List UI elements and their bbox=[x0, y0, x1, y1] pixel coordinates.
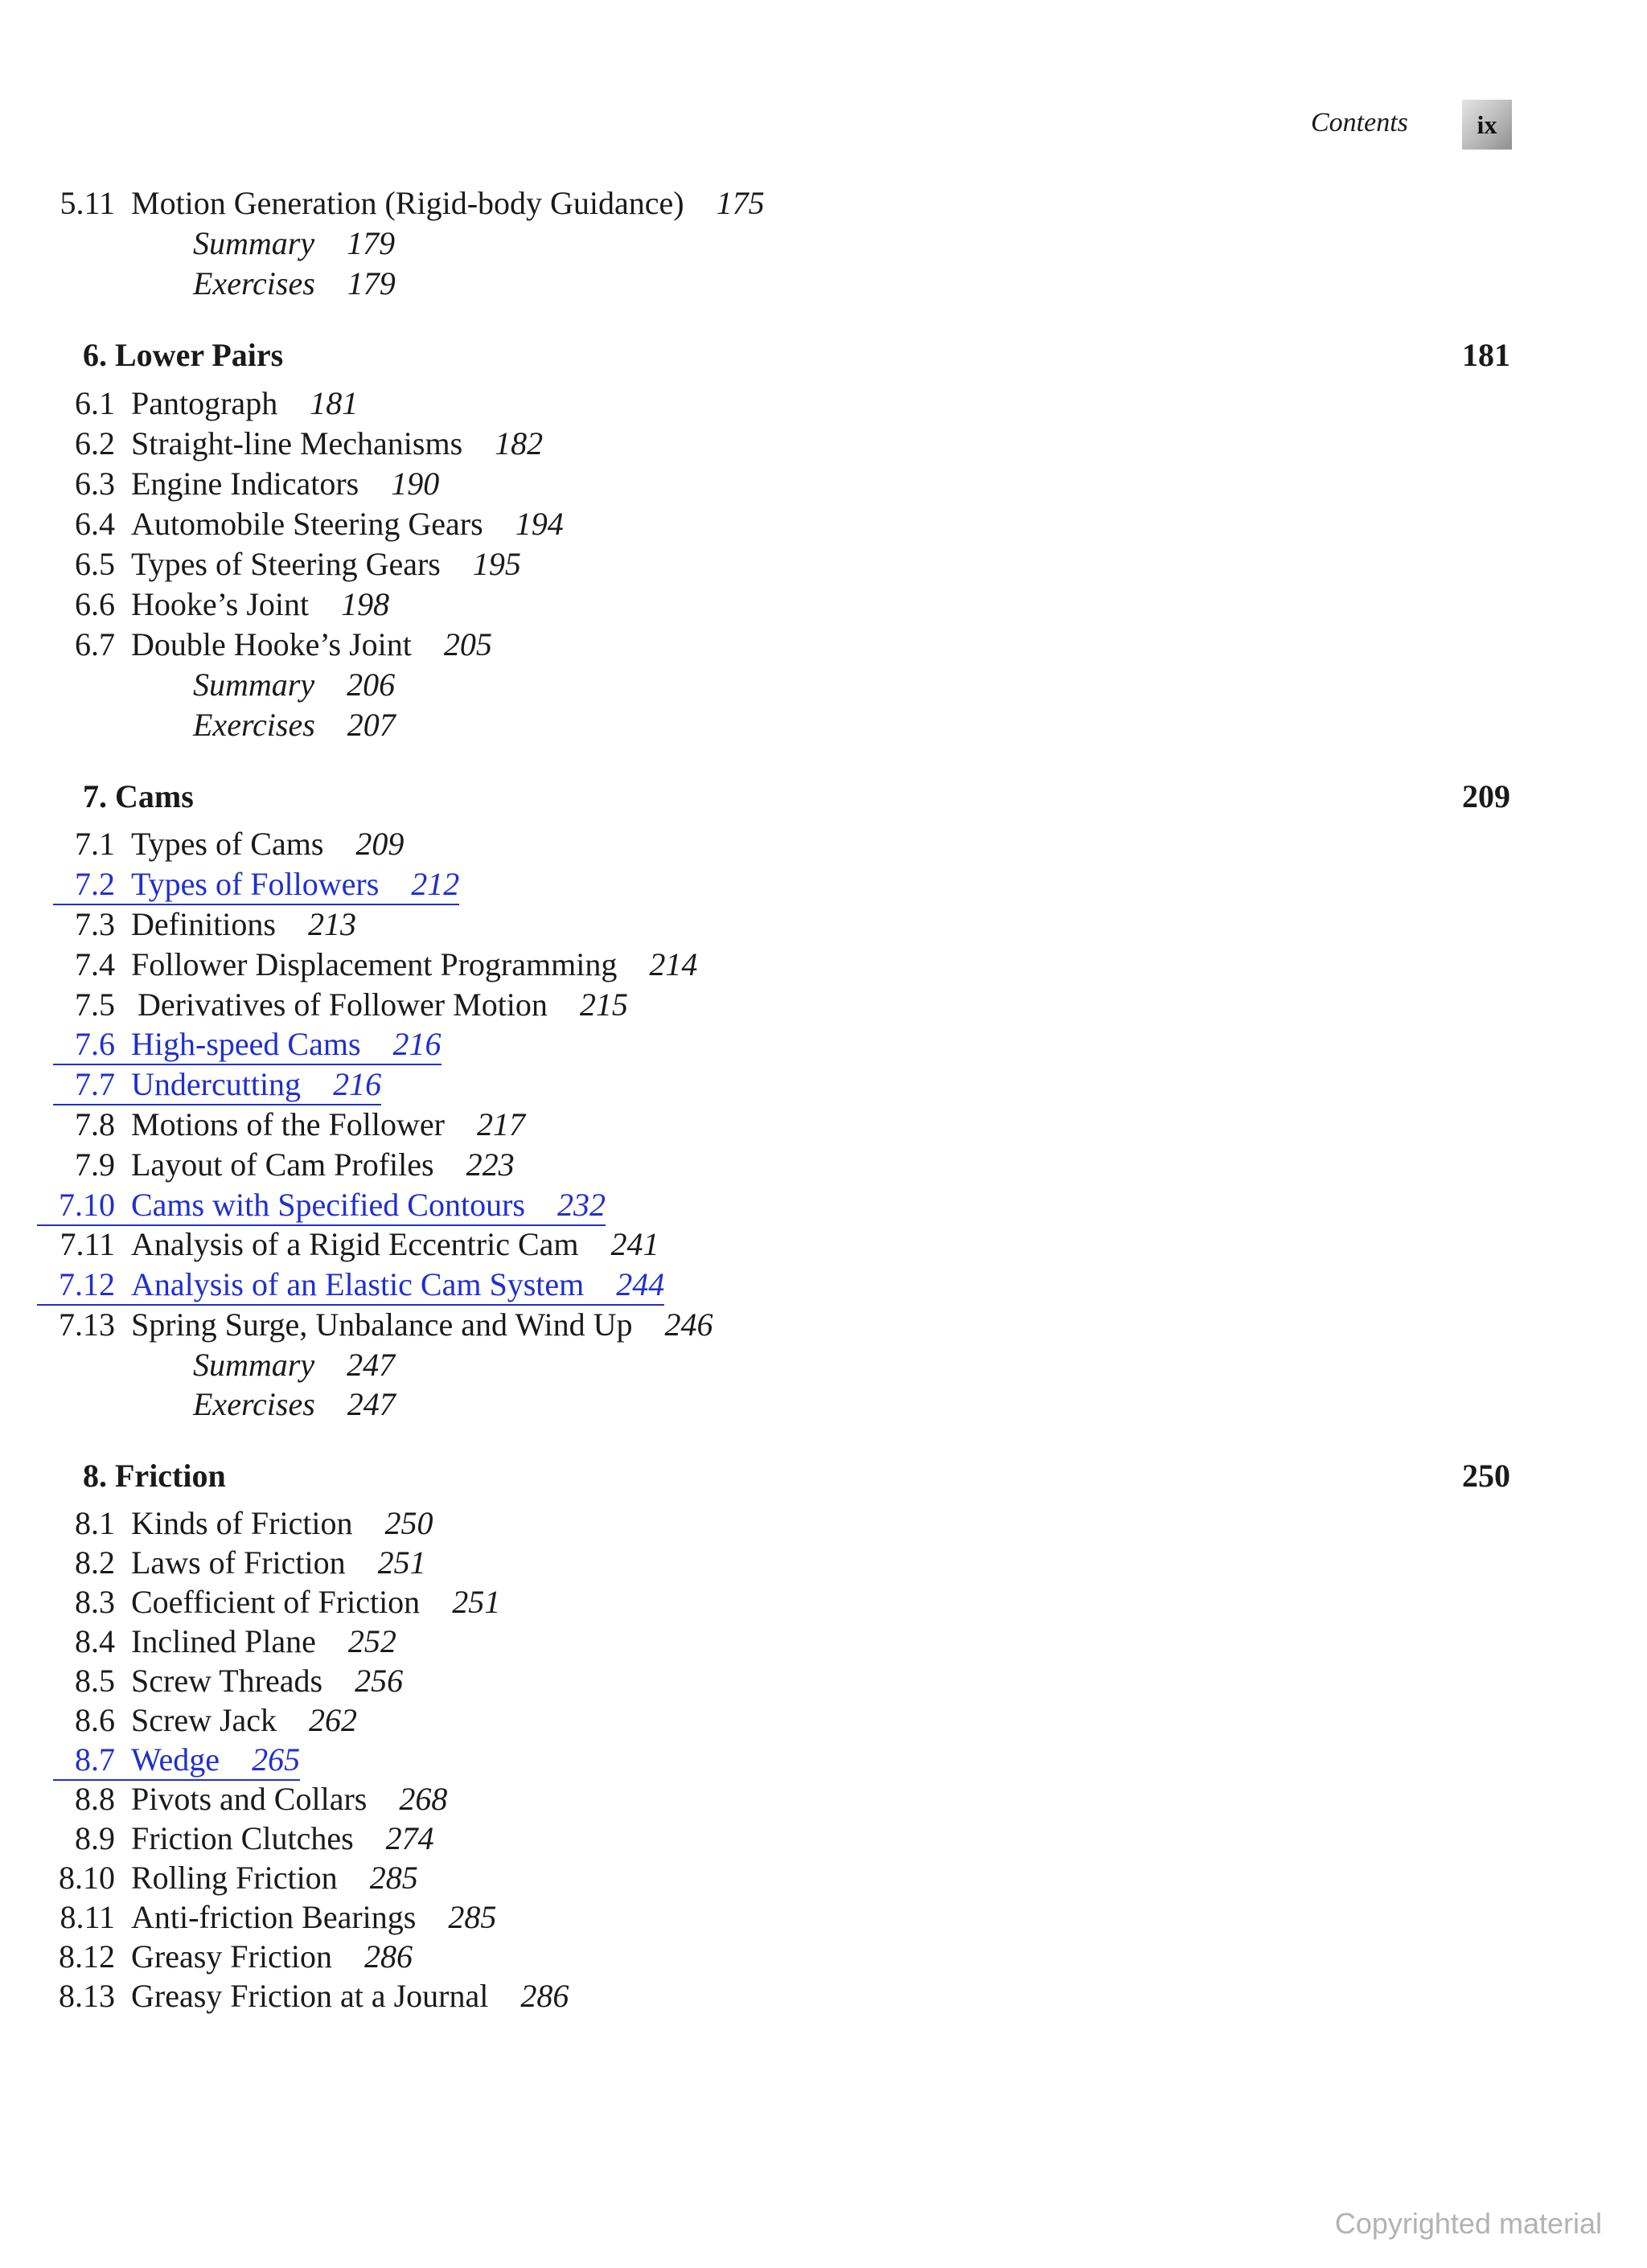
section-title: Greasy Friction bbox=[131, 1938, 332, 1975]
toc-entry bbox=[53, 585, 389, 624]
toc-entry bbox=[53, 825, 404, 863]
section-title: Friction Clutches bbox=[131, 1820, 354, 1856]
section-number: 7.8 bbox=[75, 1106, 115, 1142]
toc-summary bbox=[193, 666, 395, 704]
section-title: Summary bbox=[193, 666, 315, 703]
section-title: Wedge bbox=[131, 1741, 220, 1778]
section-page: 205 bbox=[443, 626, 492, 662]
section-title: Types of Followers bbox=[131, 866, 380, 902]
toc-entry bbox=[53, 505, 564, 543]
toc-entry bbox=[53, 1105, 525, 1144]
section-number: 7.12 bbox=[59, 1266, 115, 1302]
section-number: 8.9 bbox=[75, 1820, 115, 1856]
section-number: 8.4 bbox=[75, 1623, 115, 1659]
section-title: Layout of Cam Profiles bbox=[131, 1146, 434, 1183]
toc-entry bbox=[37, 184, 765, 223]
chapter-page: 209 bbox=[1462, 778, 1510, 814]
section-title: Inclined Plane bbox=[131, 1623, 316, 1659]
section-title: Greasy Friction at a Journal bbox=[131, 1978, 489, 2014]
section-page: 207 bbox=[347, 707, 396, 743]
section-page: 250 bbox=[384, 1505, 433, 1541]
section-page: 195 bbox=[472, 546, 521, 582]
toc-entry bbox=[53, 1662, 403, 1700]
section-number: 7.7 bbox=[75, 1066, 115, 1102]
toc-entry bbox=[53, 384, 358, 423]
toc-entry bbox=[53, 545, 521, 584]
section-title: Coefficient of Friction bbox=[131, 1584, 421, 1620]
section-title: Exercises bbox=[193, 1386, 315, 1422]
section-number: 7.10 bbox=[59, 1187, 115, 1223]
section-page: 256 bbox=[355, 1663, 404, 1699]
section-page: 285 bbox=[448, 1899, 497, 1935]
toc-entry bbox=[37, 1898, 496, 1937]
section-title: Hooke’s Joint bbox=[131, 586, 310, 622]
section-title: Motion Generation (Rigid-body Guidance) bbox=[131, 185, 684, 221]
section-page: 252 bbox=[347, 1623, 396, 1659]
toc-link-entry[interactable] bbox=[53, 1025, 442, 1064]
section-number: 8.7 bbox=[75, 1741, 115, 1778]
section-page: 268 bbox=[399, 1781, 448, 1817]
section-page: 209 bbox=[355, 826, 405, 862]
section-number: 8.8 bbox=[75, 1781, 115, 1817]
section-number: 7.6 bbox=[75, 1026, 115, 1062]
section-page: 251 bbox=[377, 1544, 426, 1581]
toc-entry bbox=[53, 1583, 500, 1622]
toc-entry bbox=[53, 1504, 433, 1543]
section-page: 241 bbox=[610, 1226, 659, 1262]
section-number: 6.5 bbox=[75, 546, 115, 582]
toc-entry bbox=[53, 465, 439, 503]
section-title: Summary bbox=[193, 1347, 315, 1383]
chapter-page: 181 bbox=[1462, 337, 1510, 373]
running-header-title: Contents bbox=[1311, 108, 1408, 137]
section-title: Undercutting bbox=[131, 1066, 302, 1102]
chapter-title: 7. Cams bbox=[83, 778, 194, 814]
toc-exercises bbox=[193, 265, 396, 303]
toc-entry bbox=[37, 1225, 659, 1264]
section-number: 6.3 bbox=[75, 465, 115, 502]
section-number: 8.12 bbox=[59, 1938, 115, 1975]
section-page: 214 bbox=[649, 946, 698, 982]
section-page: 175 bbox=[716, 185, 765, 221]
section-number: 6.7 bbox=[75, 626, 115, 662]
toc-summary bbox=[193, 224, 395, 263]
section-number: 7.4 bbox=[75, 946, 115, 982]
section-page: 274 bbox=[385, 1820, 434, 1856]
section-page: 194 bbox=[515, 506, 564, 542]
section-page: 213 bbox=[307, 906, 356, 942]
section-page: 215 bbox=[579, 986, 628, 1023]
section-number: 8.13 bbox=[59, 1978, 115, 2014]
section-title: Straight-line Mechanisms bbox=[131, 425, 463, 461]
section-page: 262 bbox=[309, 1702, 358, 1738]
section-page: 223 bbox=[466, 1146, 515, 1183]
toc-link-entry[interactable] bbox=[37, 1186, 606, 1224]
section-title: Pivots and Collars bbox=[131, 1781, 368, 1817]
section-title: Kinds of Friction bbox=[131, 1505, 353, 1541]
section-number: 6.4 bbox=[75, 506, 115, 542]
section-page: 216 bbox=[333, 1066, 382, 1102]
toc-entry bbox=[53, 1780, 447, 1819]
toc-entry bbox=[37, 1977, 569, 2016]
toc-entry bbox=[53, 1622, 396, 1661]
toc-entry bbox=[53, 424, 543, 463]
copyright-watermark: Copyrighted material bbox=[1334, 2207, 1602, 2240]
section-title: Automobile Steering Gears bbox=[131, 506, 483, 542]
section-number: 7.11 bbox=[60, 1226, 115, 1262]
section-number: 7.13 bbox=[59, 1306, 115, 1343]
section-title: Derivatives of Follower Motion bbox=[138, 986, 548, 1023]
section-title: Anti-friction Bearings bbox=[131, 1899, 417, 1935]
section-number: 6.1 bbox=[75, 385, 115, 421]
section-page: 182 bbox=[495, 425, 544, 461]
section-number: 8.11 bbox=[60, 1899, 115, 1935]
toc-entry bbox=[53, 986, 628, 1024]
section-page: 244 bbox=[616, 1266, 665, 1302]
chapter-title: 8. Friction bbox=[83, 1458, 226, 1494]
section-title: High-speed Cams bbox=[131, 1026, 361, 1062]
section-page: 179 bbox=[347, 225, 396, 261]
section-page: 286 bbox=[520, 1978, 569, 2014]
section-title: Definitions bbox=[131, 906, 276, 942]
section-page: 286 bbox=[363, 1938, 413, 1975]
section-page: 179 bbox=[347, 265, 396, 301]
section-title: Engine Indicators bbox=[131, 465, 359, 502]
section-number: 7.5 bbox=[75, 986, 115, 1023]
section-page: 285 bbox=[369, 1860, 418, 1896]
section-page: 247 bbox=[347, 1347, 396, 1383]
toc-entry bbox=[53, 945, 697, 984]
toc-link-entry[interactable] bbox=[53, 1741, 300, 1779]
toc-entry bbox=[53, 1819, 434, 1858]
section-number: 6.2 bbox=[75, 425, 115, 461]
toc-entry bbox=[53, 625, 492, 664]
toc-entry bbox=[53, 905, 356, 944]
section-title: Analysis of an Elastic Cam System bbox=[131, 1266, 585, 1302]
section-number: 8.3 bbox=[75, 1584, 115, 1620]
section-page: 217 bbox=[476, 1106, 525, 1142]
section-page: 247 bbox=[347, 1386, 396, 1422]
chapter-page: 250 bbox=[1462, 1458, 1510, 1494]
section-title: Exercises bbox=[193, 265, 315, 301]
section-number: 7.1 bbox=[75, 826, 115, 862]
toc-entry bbox=[53, 1544, 426, 1582]
toc-link-entry[interactable] bbox=[37, 1265, 664, 1304]
section-title: Screw Jack bbox=[131, 1702, 277, 1738]
section-number: 6.6 bbox=[75, 586, 115, 622]
section-title: Pantograph bbox=[131, 385, 278, 421]
section-number: 5.11 bbox=[60, 185, 115, 221]
section-title: Analysis of a Rigid Eccentric Cam bbox=[131, 1226, 579, 1262]
toc-entry bbox=[37, 1859, 418, 1897]
toc-summary bbox=[193, 1346, 395, 1384]
section-title: Summary bbox=[193, 225, 315, 261]
section-title: Types of Cams bbox=[131, 826, 324, 862]
toc-exercises bbox=[193, 706, 396, 744]
section-number: 8.6 bbox=[75, 1702, 115, 1738]
section-title: Types of Steering Gears bbox=[131, 546, 441, 582]
section-page: 190 bbox=[391, 465, 440, 502]
section-title: Spring Surge, Unbalance and Wind Up bbox=[131, 1306, 633, 1343]
section-number: 8.10 bbox=[59, 1860, 115, 1896]
section-number: 7.3 bbox=[75, 906, 115, 942]
section-page: 265 bbox=[252, 1741, 301, 1778]
section-title: Rolling Friction bbox=[131, 1860, 338, 1896]
toc-entry bbox=[53, 1146, 515, 1184]
section-number: 8.5 bbox=[75, 1663, 115, 1699]
section-page: 198 bbox=[341, 586, 390, 622]
page-number-badge: ix bbox=[1462, 100, 1512, 150]
chapter-title: 6. Lower Pairs bbox=[83, 337, 284, 373]
section-page: 232 bbox=[557, 1187, 606, 1223]
section-title: Cams with Specified Contours bbox=[131, 1187, 525, 1223]
section-title: Motions of the Follower bbox=[131, 1106, 445, 1142]
toc-entry bbox=[37, 1938, 413, 1976]
section-page: 246 bbox=[664, 1306, 713, 1343]
section-title: Screw Threads bbox=[131, 1663, 323, 1699]
section-title: Laws of Friction bbox=[131, 1544, 346, 1581]
section-page: 206 bbox=[347, 666, 396, 703]
section-title: Exercises bbox=[193, 707, 315, 743]
toc-entry bbox=[37, 1306, 713, 1344]
toc-exercises bbox=[193, 1385, 396, 1424]
section-page: 212 bbox=[411, 866, 460, 902]
toc-entry bbox=[53, 1701, 357, 1740]
section-number: 7.9 bbox=[75, 1146, 115, 1183]
section-number: 8.1 bbox=[75, 1505, 115, 1541]
section-page: 181 bbox=[310, 385, 359, 421]
section-number: 8.2 bbox=[75, 1544, 115, 1581]
section-title: Double Hooke’s Joint bbox=[131, 626, 412, 662]
toc-link-entry[interactable] bbox=[53, 1065, 381, 1104]
toc-link-entry[interactable] bbox=[53, 865, 459, 904]
section-title: Follower Displacement Programming bbox=[131, 946, 618, 982]
section-number: 7.2 bbox=[75, 866, 115, 902]
section-page: 216 bbox=[392, 1026, 442, 1062]
section-page: 251 bbox=[452, 1584, 501, 1620]
